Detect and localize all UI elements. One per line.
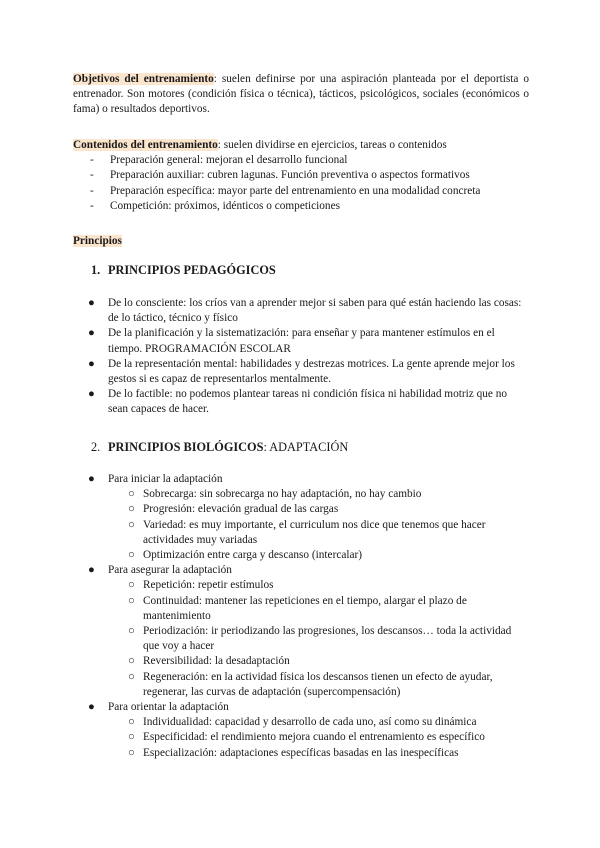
contenidos-text: : suelen dividirse en ejercicios, tareas o contenidos	[217, 139, 447, 151]
list-item-text: De lo factible: no podemos plantear tareas ni condición física ni habilidad motriz que no sean capaces de hacer.	[108, 388, 508, 416]
list-item-text: De la planificación y la sistematización: para enseñar y para mantener estímulos en el tiempo. PROGRAMACIÓN ESCOLAR	[108, 327, 495, 355]
sub-item	[73, 746, 529, 761]
circle-bullet-icon: ○	[128, 731, 135, 744]
sub-item	[73, 548, 529, 563]
sub-item	[73, 654, 529, 669]
list-item: - Preparación general: mejoran el desarrollo funcional	[73, 153, 529, 168]
principios-section	[73, 234, 529, 249]
pedagogicos-list	[73, 296, 529, 418]
sub-item-text: Sobrecarga: sin sobrecarga no hay adaptación, no hay cambio	[143, 488, 422, 501]
group-label: Para iniciar la adaptación	[108, 473, 223, 485]
circle-bullet-icon: ○	[128, 716, 135, 729]
group-item	[73, 472, 529, 487]
list-item-text: De lo consciente: los críos van a aprender mejor si saben para qué están haciendo las cosas: de lo táctico, técnico y físico	[108, 297, 522, 325]
objetivos-text: : suelen definirse por una aspiración planteada por el deportista o entrenador. Son motores (condición física o técnica), tácticos, psicológicos, sociales (económicos o fama) o resultados deportivos.	[73, 73, 529, 116]
list-item-text: De la representación mental: habilidades y destrezas motrices. La gente aprende mejor los gestos si es capaz de representarlos mentalmente.	[108, 357, 515, 386]
contenidos-paragraph	[73, 138, 529, 153]
sub-item	[73, 502, 529, 517]
sub-item-text: Reversibilidad: la desadaptación	[143, 655, 290, 668]
sub-item-text: Repetición: repetir estímulos	[143, 579, 274, 592]
list-item: - Preparación auxiliar: cubren lagunas. Función preventiva o aspectos formativos	[73, 168, 529, 183]
heading-title: PRINCIPIOS BIOLÓGICOS	[108, 440, 264, 454]
sub-item	[73, 715, 529, 730]
principios-label: Principios	[73, 235, 122, 247]
sub-item	[73, 518, 529, 548]
circle-bullet-icon: ○	[128, 579, 135, 592]
contenidos-label: Contenidos del entrenamiento	[73, 139, 218, 151]
heading-number: 1.	[91, 263, 101, 277]
circle-bullet-icon: ○	[128, 503, 135, 516]
contenidos-section	[73, 138, 529, 214]
heading-suffix: : ADAPTACIÓN	[263, 440, 349, 454]
sub-item	[73, 670, 529, 700]
list-item	[73, 387, 529, 417]
contenidos-list	[73, 153, 529, 214]
list-item: - Competición: próximos, idénticos o competiciones	[73, 199, 529, 214]
bullet-icon: ●	[88, 564, 95, 577]
bullet-icon: ●	[88, 357, 95, 370]
sub-item-text: Variedad: es muy importante, el curriculum nos dice que tenemos que hacer actividades muy variadas	[143, 518, 486, 546]
list-item	[73, 357, 529, 387]
bullet-icon: ●	[88, 701, 95, 714]
sub-item-text: Optimización entre carga y descanso (intercalar)	[143, 549, 363, 562]
circle-bullet-icon: ○	[128, 549, 135, 562]
circle-bullet-icon: ○	[128, 594, 135, 607]
circle-bullet-icon: ○	[128, 488, 135, 501]
heading-title: PRINCIPIOS PEDAGÓGICOS	[108, 263, 276, 277]
objetivos-paragraph	[73, 72, 529, 118]
sub-item-text: Regeneración: en la actividad física los descansos tienen un efecto de ayudar, regenerar, las curvas de adaptación (supercompensación)	[143, 670, 493, 698]
biologicos-heading	[91, 440, 547, 455]
heading-number: 2.	[91, 440, 101, 454]
group-item	[73, 563, 529, 578]
sub-item-text: Especificidad: el rendimiento mejora cuando el entrenamiento es específico	[143, 731, 485, 744]
sub-item-text: Individualidad: capacidad y desarrollo de cada uno, así como su dinámica	[143, 716, 477, 729]
sub-item	[73, 578, 529, 593]
sub-item	[73, 594, 529, 624]
bullet-icon: ●	[88, 297, 95, 309]
group-item	[73, 700, 529, 715]
bullet-icon: ●	[88, 473, 95, 485]
sub-item-text: Continuidad: mantener las repeticiones en el tiempo, alargar el plazo de mantenimiento	[143, 594, 467, 622]
biologicos-list	[73, 472, 529, 761]
circle-bullet-icon: ○	[128, 670, 135, 683]
objetivos-label: Objetivos del entrenamiento	[73, 73, 214, 85]
circle-bullet-icon: ○	[128, 625, 135, 638]
sub-item-text: Especialización: adaptaciones específicas basadas en las inespecíficas	[143, 746, 459, 759]
bullet-icon: ●	[88, 327, 95, 340]
list-item	[73, 326, 529, 356]
circle-bullet-icon: ○	[128, 518, 135, 531]
sub-item-text: Progresión: elevación gradual de las cargas	[143, 503, 339, 516]
group-label: Para orientar la adaptación	[108, 701, 229, 714]
list-item: - Preparación específica: mayor parte del entrenamiento en una modalidad concreta	[73, 184, 529, 199]
sub-item	[73, 730, 529, 745]
group-label: Para asegurar la adaptación	[108, 564, 232, 577]
bullet-icon: ●	[88, 388, 95, 401]
circle-bullet-icon: ○	[128, 655, 135, 668]
pedagogicos-heading	[91, 263, 547, 278]
objetivos-section	[73, 72, 529, 118]
list-item	[73, 296, 529, 326]
sub-item	[73, 487, 529, 502]
sub-item-text: Periodización: ir periodizando las progresiones, los descansos… toda la actividad que voy a hacer	[143, 625, 512, 653]
circle-bullet-icon: ○	[128, 746, 135, 759]
sub-item	[73, 624, 529, 654]
